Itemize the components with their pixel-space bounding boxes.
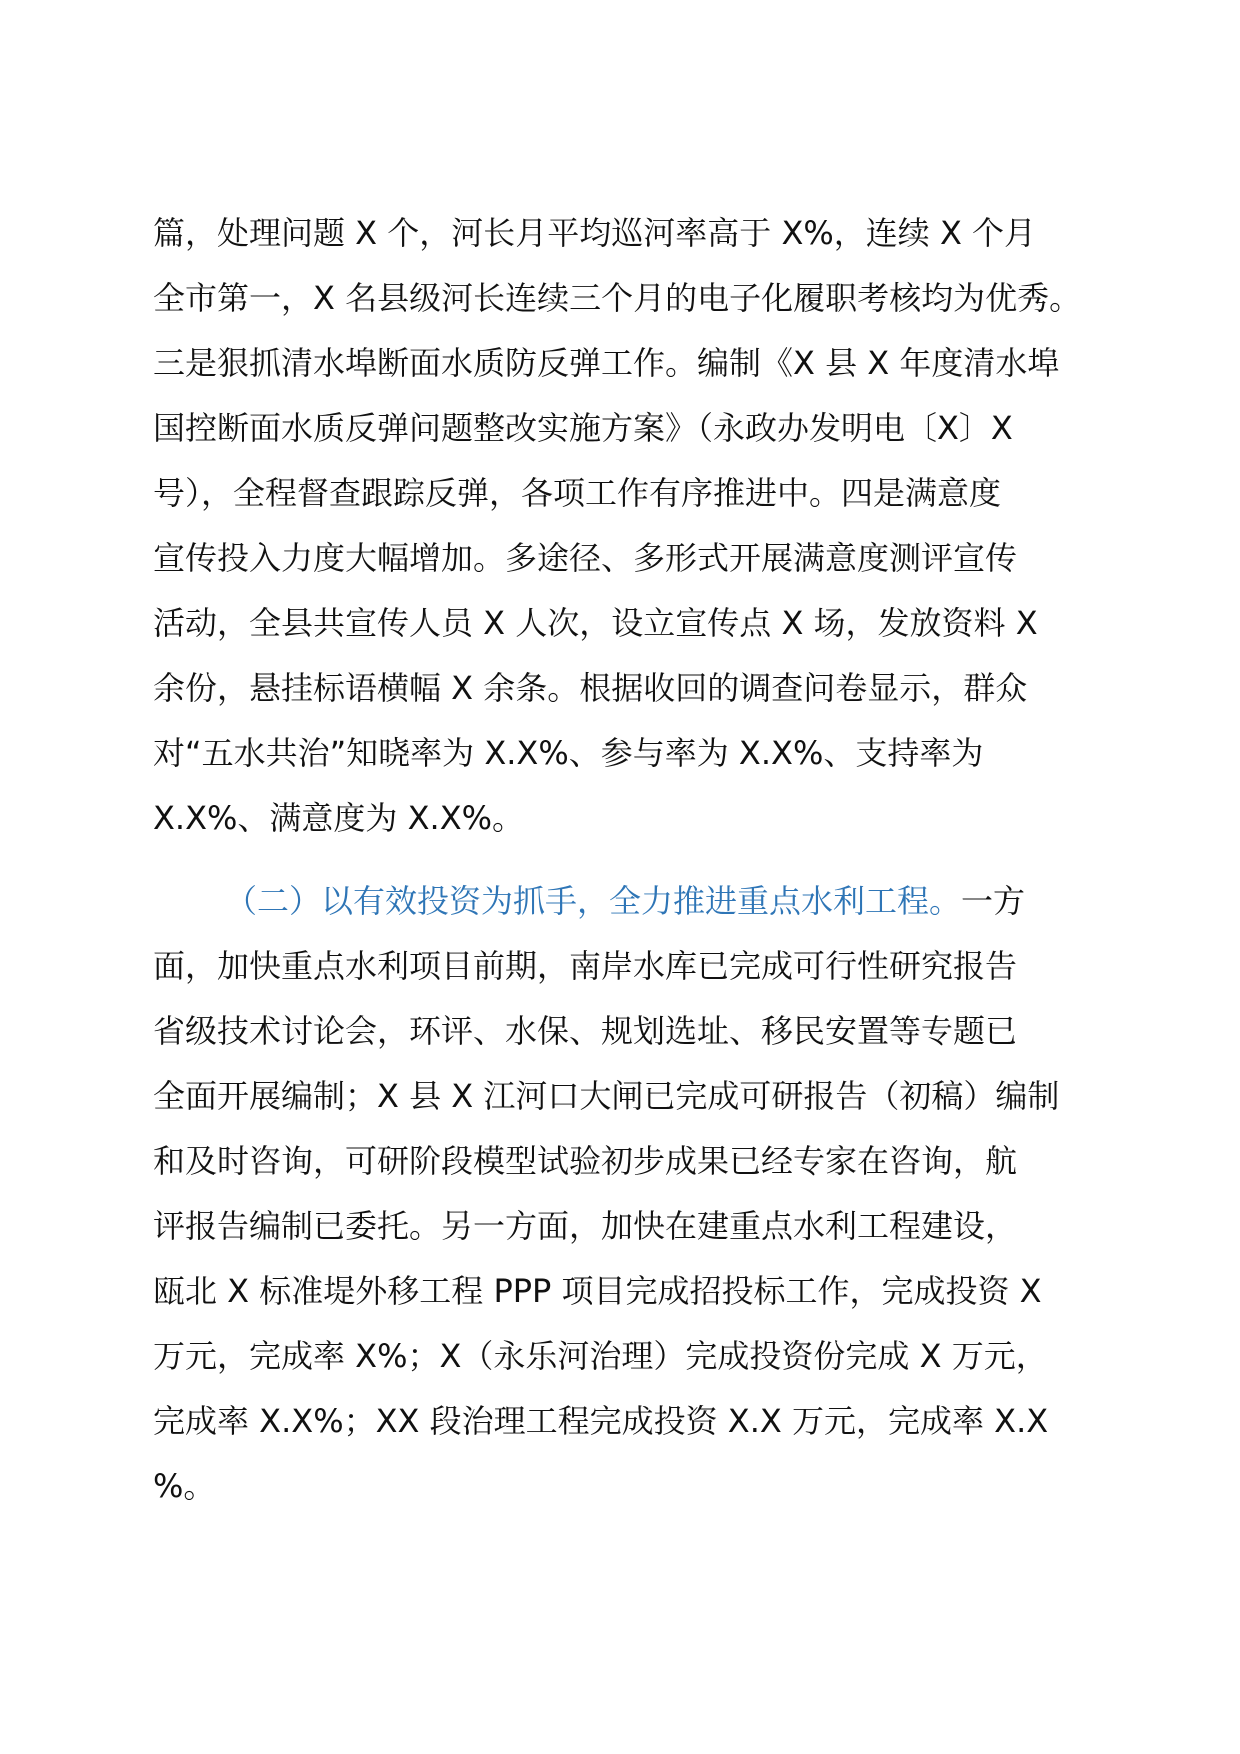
text-line-first (153, 869, 1093, 934)
text-line: 完成率 X.X%；XX 段治理工程完成投资 X.X 万元，完成率 X.X (153, 1402, 1049, 1440)
text-line: 活动，全县共宣传人员 X 人次，设立宣传点 X 场，发放资料 X (153, 604, 1038, 642)
text-line: 对“五水共治”知晓率为 X.X%、参与率为 X.X%、支持率为 (153, 734, 984, 772)
text-line: 宣传投入力度大幅增加。多途径、多形式开展满意度测评宣传 (153, 539, 1018, 577)
text-line: X.X%、满意度为 X.X%。 (153, 799, 525, 837)
text-line: %。 (153, 1467, 216, 1505)
paragraph-2 (153, 869, 1093, 1519)
text-line: 评报告编制已委托。另一方面，加快在建重点水利工程建设， (153, 1207, 1018, 1245)
paragraph-1 (153, 201, 1093, 851)
text-line: 瓯北 X 标准堤外移工程 PPP 项目完成招投标工作，完成投资 X (153, 1272, 1042, 1310)
text-line: 省级技术讨论会，环评、水保、规划选址、移民安置等专题已 (153, 1012, 1018, 1050)
text-line: 面，加快重点水利项目前期，南岸水库已完成可行性研究报告 (153, 947, 1018, 985)
text-line: 全面开展编制；X 县 X 江河口大闸已完成可研报告（初稿）编制 (153, 1077, 1060, 1115)
heading-continuation: 一方 (961, 882, 1026, 920)
text-line: 全市第一，X 名县级河长连续三个月的电子化履职考核均为优秀。 (153, 279, 1082, 317)
text-line: 和及时咨询，可研阶段模型试验初步成果已经专家在咨询，航 (153, 1142, 1018, 1180)
text-line: 篇，处理问题 X 个，河长月平均巡河率高于 X%，连续 X 个月 (153, 214, 1037, 252)
text-line: 号），全程督查跟踪反弹，各项工作有序推进中。四是满意度 (153, 474, 1002, 512)
text-line: 余份，悬挂标语横幅 X 余条。根据收回的调查问卷显示，群众 (153, 669, 1028, 707)
text-line: 三是狠抓清水埠断面水质防反弹工作。编制《X 县 X 年度清水埠 (153, 344, 1060, 382)
section-heading: （二）以有效投资为抓手，全力推进重点水利工程。 (225, 882, 962, 920)
text-line: 国控断面水质反弹问题整改实施方案》（永政办发明电〔X〕X (153, 409, 1013, 447)
text-line: 万元，完成率 X%；X（永乐河治理）完成投资份完成 X 万元， (153, 1337, 1048, 1375)
